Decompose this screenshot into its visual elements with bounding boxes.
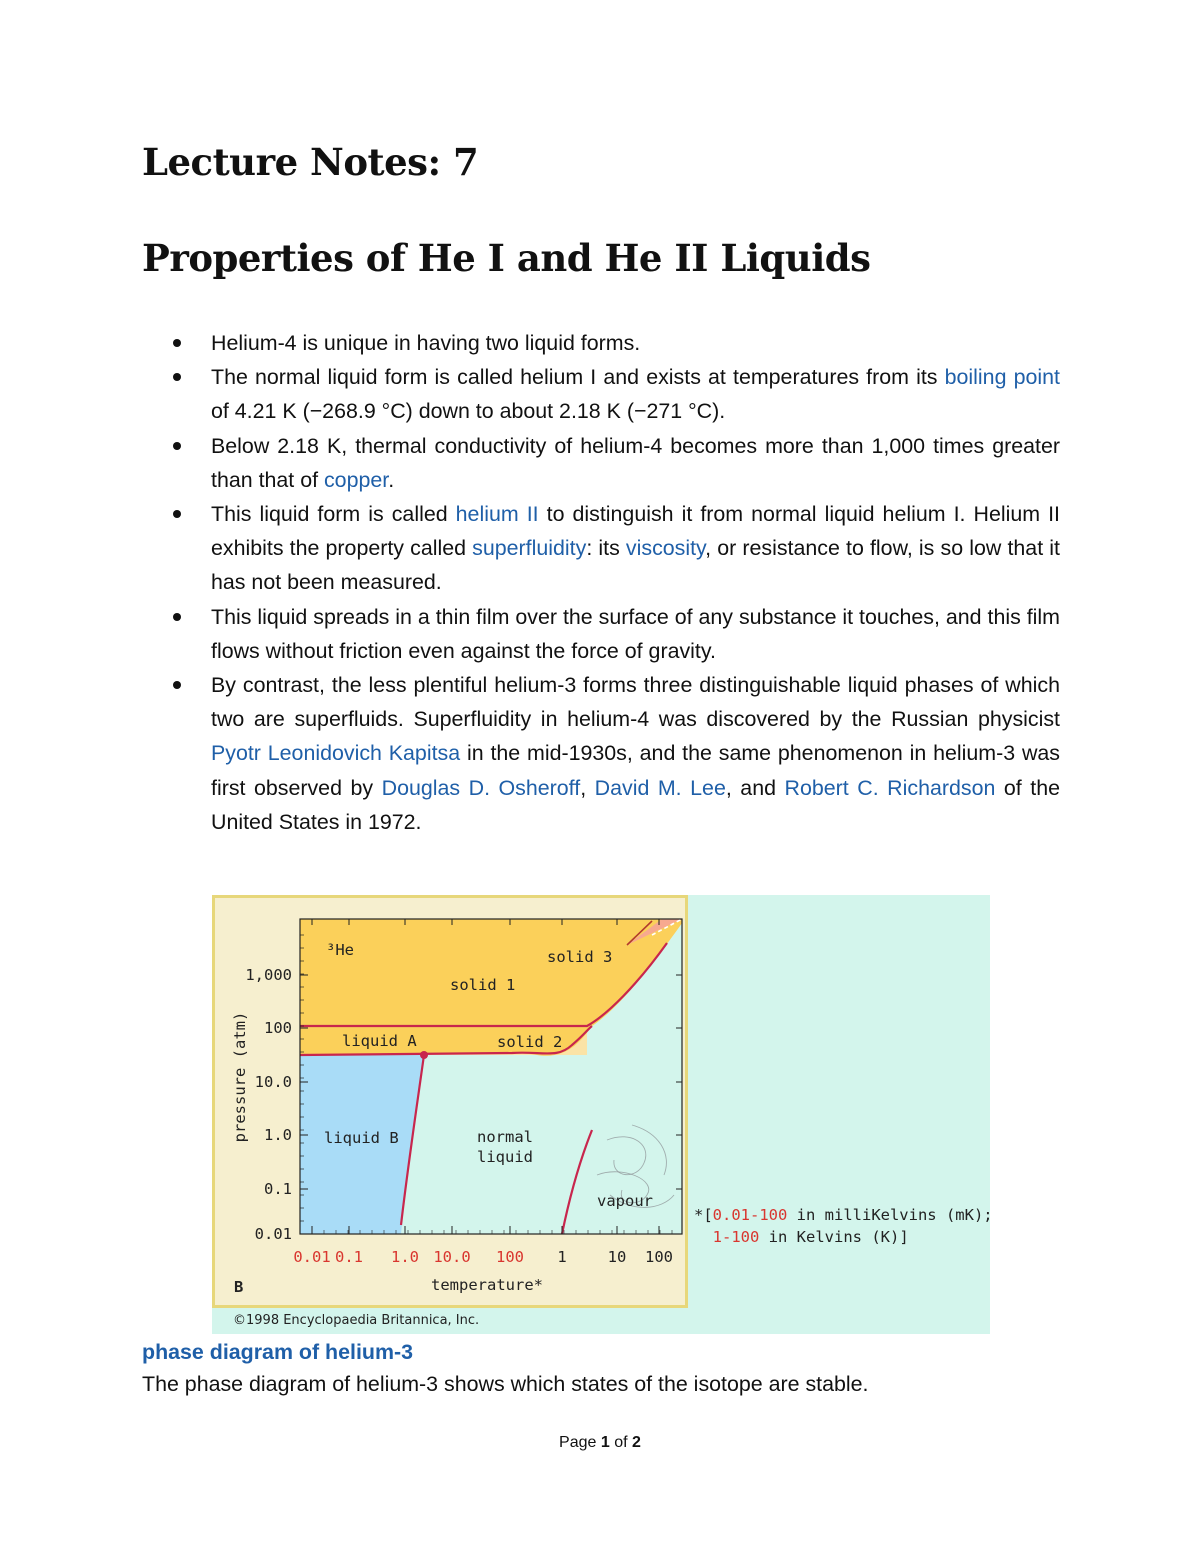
hyperlink[interactable]: boiling point	[944, 365, 1060, 390]
x-tick-label: 1.0	[391, 1248, 419, 1266]
region-label: solid 2	[497, 1033, 563, 1051]
bullet-text: in the mid-1930s, and the same phenomenon in helium-3 was first observed by	[211, 741, 1060, 800]
hyperlink[interactable]: viscosity	[625, 536, 706, 561]
bullet-text: to distinguish it from normal liquid helium I. Helium II exhibits the property called	[211, 502, 1060, 561]
phase-diagram-chart	[212, 895, 692, 1310]
bullet-text: The normal liquid form is called helium I and exists at temperatures from its	[211, 365, 945, 390]
bullet-text: By contrast, the less plentiful helium-3 forms three distinguishable liquid phases of which two are superfluids. Superfluidity in helium-4 was discovered by the Russian physicist	[211, 673, 1060, 732]
bullet-text: This liquid spreads in a thin film over the surface of any substance it touches, and this film flows without friction even against the force of gravity.	[211, 604, 1060, 663]
bullet-text: This liquid form is called	[211, 502, 456, 527]
x-axis-label: temperature*	[431, 1276, 543, 1294]
region-label: solid 1	[450, 976, 516, 994]
triple-point-marker	[420, 1051, 428, 1059]
y-tick-label: 100	[264, 1019, 292, 1037]
footer-page-current: 1	[600, 1434, 610, 1451]
hyperlink[interactable]: Pyotr Leonidovich Kapitsa	[211, 741, 461, 766]
page-title: Properties of He I and He II Liquids	[142, 236, 871, 280]
region-label: normal	[477, 1128, 533, 1146]
bullet-text: ,	[580, 775, 595, 800]
bullet-item	[166, 600, 1060, 668]
x-tick-label: 0.01	[293, 1248, 331, 1266]
bullet-item	[166, 326, 1060, 360]
y-tick-label: 0.1	[264, 1180, 292, 1198]
x-tick-label: 10.0	[433, 1248, 471, 1266]
bullet-text: of 4.21 K (−268.9 °C) down to about 2.18 K (−271 °C).	[211, 399, 726, 424]
region-label: liquid	[477, 1148, 533, 1166]
figure-caption-text: The phase diagram of helium-3 shows which states of the isotope are stable.	[142, 1372, 869, 1396]
y-tick-label: 1,000	[245, 966, 292, 984]
hyperlink[interactable]: helium II	[455, 502, 539, 527]
lecture-number-heading: Lecture Notes: 7	[142, 140, 479, 184]
bullet-item	[166, 360, 1060, 428]
x-tick-label: 1	[557, 1248, 567, 1266]
bullet-item	[166, 668, 1060, 839]
bullet-text: of the United States in 1972.	[211, 775, 1060, 834]
bullet-text: Below 2.18 K, thermal conductivity of helium-4 becomes more than 1,000 times greater than that of	[211, 433, 1060, 492]
footer-page-total: 2	[632, 1434, 641, 1451]
footer-of-word: of	[614, 1434, 628, 1451]
bullet-list	[166, 326, 1060, 839]
bullet-text: Helium-4 is unique in having two liquid forms.	[211, 331, 641, 355]
figure-copyright: ©1998 Encyclopaedia Britannica, Inc.	[233, 1313, 480, 1328]
y-tick-label: 0.01	[254, 1225, 292, 1243]
region-label: vapour	[597, 1192, 653, 1210]
region-label: liquid B	[324, 1129, 399, 1147]
hyperlink[interactable]: Robert C. Richardson	[784, 775, 996, 800]
bullet-text: .	[388, 467, 395, 492]
bullet-text: , or resistance to flow, is so low that it has not been measured.	[211, 536, 1060, 595]
footer-page-word: Page	[559, 1434, 597, 1451]
x-tick-label: 0.1	[335, 1248, 363, 1266]
y-axis-label: pressure (atm)	[231, 1011, 249, 1143]
bullet-text: , and	[725, 775, 785, 800]
page-footer	[0, 1434, 1200, 1452]
bullet-text: : its	[586, 536, 626, 561]
y-tick-label: 1.0	[264, 1126, 292, 1144]
hyperlink[interactable]: copper	[323, 467, 389, 492]
figure-caption-link[interactable]: phase diagram of helium-3	[142, 1340, 414, 1364]
bullet-item	[166, 497, 1060, 600]
note-line-1: *[0.01-100 in milliKelvins (mK);	[694, 1206, 993, 1224]
x-tick-label: 10	[607, 1248, 627, 1266]
chart-title: ³He	[326, 941, 354, 959]
hyperlink[interactable]: superfluidity	[472, 536, 587, 561]
temperature-units-note	[694, 1204, 993, 1248]
region-label: liquid A	[342, 1032, 417, 1050]
note-line-2: 1-100 in Kelvins (K)]	[712, 1228, 909, 1246]
hyperlink[interactable]: Douglas D. Osheroff	[381, 775, 581, 800]
hyperlink[interactable]: David M. Lee	[594, 775, 726, 800]
region-label: solid 3	[547, 948, 613, 966]
bullet-item	[166, 429, 1060, 497]
panel-label: B	[234, 1278, 244, 1296]
x-tick-label: 100	[645, 1248, 673, 1266]
x-tick-label: 100	[496, 1248, 524, 1266]
y-tick-label: 10.0	[254, 1073, 292, 1091]
